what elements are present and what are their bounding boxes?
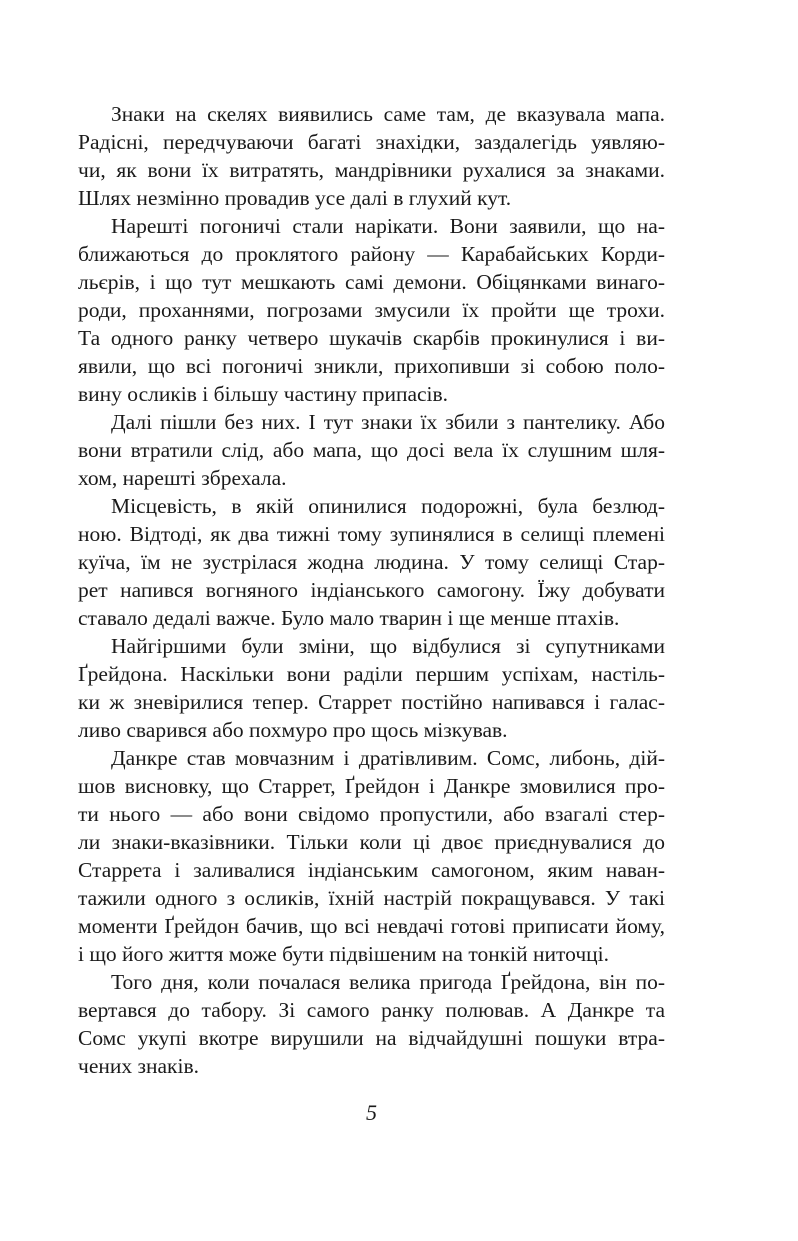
text-line: льєрів, і що тут мешкають самі демони. Обіцянками винаго- xyxy=(78,270,665,294)
text-line: Ґрейдона. Наскільки вони раділи першим успіхам, настіль- xyxy=(78,662,665,686)
text-line: вину осликів і більшу частину припасів. xyxy=(78,382,449,406)
text-line: Найгіршими були зміни, що відбулися зі супутниками xyxy=(111,634,665,658)
text-line: Старрета і заливалися індіанським самогоном, яким наван- xyxy=(78,858,665,882)
paragraph xyxy=(78,744,665,968)
paragraph xyxy=(78,968,665,1080)
text-line: чених знаків. xyxy=(78,1054,199,1078)
page-text xyxy=(78,100,665,1080)
text-line: хом, нарешті збрехала. xyxy=(78,466,287,490)
paragraph xyxy=(78,100,665,212)
text-line: ли знаки-вказівники. Тільки коли ці двоє приєднувалися до xyxy=(78,830,665,854)
text-line: ти нього — або вони свідомо пропустили, або взагалі стер- xyxy=(78,802,665,826)
text-line: ставало дедалі важче. Було мало тварин і ще менше птахів. xyxy=(78,606,620,630)
text-line: Знаки на скелях виявились саме там, де вказувала мапа. xyxy=(111,102,665,126)
text-line: рет напився вогняного індіанського самогону. Їжу добувати xyxy=(78,578,665,602)
paragraph xyxy=(78,212,665,408)
paragraph xyxy=(78,408,665,492)
paragraph xyxy=(78,492,665,632)
text-line: Місцевість, в якій опинилися подорожні, була безлюд- xyxy=(111,494,665,518)
text-line: Нарешті погоничі стали нарікати. Вони заявили, що на- xyxy=(111,214,665,238)
text-line: ливо сварився або похмуро про щось мізкував. xyxy=(78,718,508,742)
text-line: моменти Ґрейдон бачив, що всі невдачі готові приписати йому, xyxy=(78,914,665,938)
text-line: Данкре став мовчазним і дратівливим. Сомс, либонь, дій- xyxy=(111,746,665,770)
text-line: тажили одного з осликів, їхній настрій покращувався. У такі xyxy=(78,886,665,910)
text-line: чи, як вони їх витратять, мандрівники рухалися за знаками. xyxy=(78,158,665,182)
text-line: куїча, їм не зустрілася жодна людина. У тому селищі Стар- xyxy=(78,550,665,574)
text-line: Того дня, коли почалася велика пригода Ґрейдона, він по- xyxy=(111,970,665,994)
text-line: Сомс укупі вкотре вирушили на відчайдушні пошуки втра- xyxy=(78,1026,665,1050)
text-line: ближаються до проклятого району — Карабайських Корди- xyxy=(78,242,665,266)
page-number: 5 xyxy=(366,1100,377,1125)
text-line: явили, що всі погоничі зникли, прихопивши зі собою поло- xyxy=(78,354,665,378)
text-line: Далі пішли без них. І тут знаки їх збили з пантелику. Або xyxy=(111,410,665,434)
text-line: роди, проханнями, погрозами змусили їх пройти ще трохи. xyxy=(78,298,665,322)
text-line: вертався до табору. Зі самого ранку полював. А Данкре та xyxy=(78,998,665,1022)
text-line: Та одного ранку четверо шукачів скарбів прокинулися і ви- xyxy=(78,326,665,350)
text-line: Шлях незмінно провадив усе далі в глухий кут. xyxy=(78,186,512,210)
text-line: шов висновку, що Старрет, Ґрейдон і Данкре змовилися про- xyxy=(78,774,665,798)
text-line: Радісні, передчуваючи багаті знахідки, заздалегідь уявляю- xyxy=(78,130,665,154)
text-line: ки ж зневірилися тепер. Старрет постійно напивався і галас- xyxy=(78,690,665,714)
paragraph xyxy=(78,632,665,744)
text-line: ною. Відтоді, як два тижні тому зупинялися в селищі племені xyxy=(78,522,665,546)
text-line: і що його життя може бути підвішеним на тонкій ниточці. xyxy=(78,942,609,966)
text-line: вони втратили слід, або мапа, що досі вела їх слушним шля- xyxy=(78,438,665,462)
